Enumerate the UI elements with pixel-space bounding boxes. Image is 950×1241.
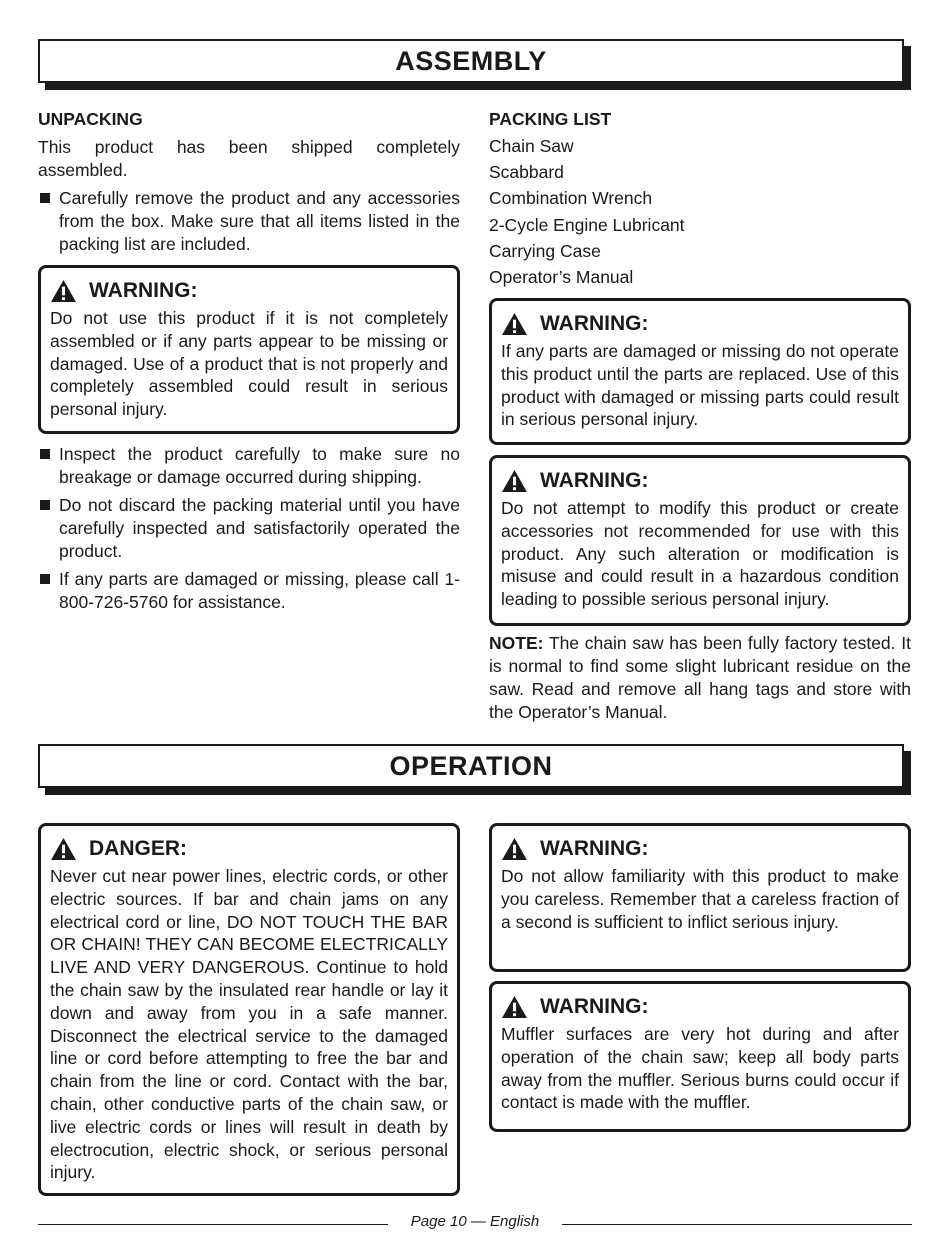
warning-box-familiarity [489, 823, 911, 972]
assembly-section-title: ASSEMBLY [38, 39, 904, 83]
warning-body: Muffler surfaces are very hot during and after operation of the chain saw; keep all body parts away from the muffler. Serious burns could occur if contact is made with the muffler. [501, 1024, 899, 1113]
warning-title-text: WARNING: [89, 278, 198, 302]
warning-title-text: WARNING: [540, 994, 649, 1018]
warning-body: Do not attempt to modify this product or create accessories not recommended for use with this product. Any such alteration or modification is misuse and could result in a hazardous condition leading to possible serious personal injury. [501, 498, 899, 610]
warning-title-text: WARNING: [540, 836, 649, 860]
list-item: Operator’s Manual [489, 267, 634, 288]
warning-body: Do not allow familiarity with this product to make you careless. Remember that a careless fraction of a second is sufficient to inflict serious injury. [501, 866, 899, 932]
bullet-square-icon [40, 193, 50, 203]
note-text [489, 632, 911, 724]
list-item: Chain Saw [489, 136, 574, 156]
warning-title [501, 992, 899, 1022]
warning-triangle-icon [50, 837, 77, 861]
note-block [489, 632, 911, 724]
unpacking-bullets-1 [38, 187, 460, 256]
danger-body: Never cut near power lines, electric cords, or other electric sources. If bar and chain jams on any electrical cord or line, DO NOT TOUCH THE BAR OR CHAIN! THEY CAN BECOME ELECTRICALLY LIVE AND VERY DANGEROUS. Continue to hold the chain saw by the insulated rear handle or lay it down and away from you in a safe manner. Disconnect the electrical service to the damaged line or cord before attempting to free the bar and chain from the line or cord. Contact with the bar, chain, other conductive parts of the chain saw, or live electric cords or lines will result in death by electrocution, electric shock, or serious personal injury. [50, 866, 448, 1183]
bullet-text: If any parts are damaged or missing, please call 1-800-726-5760 for assistance. [59, 569, 460, 612]
bullet-text: Inspect the product carefully to make sure no breakage or damage occurred during shipping. [59, 444, 460, 487]
unpacking-bullets-2 [38, 443, 460, 614]
note-body: The chain saw has been fully factory tested. It is normal to find some slight lubricant residue on the saw. Read and remove all hang tags and store with the Operator’s Manual. [489, 633, 911, 722]
warning-triangle-icon [501, 995, 528, 1019]
bullet-square-icon [40, 449, 50, 459]
warning-triangle-icon [501, 312, 528, 336]
unpacking-heading: UNPACKING [38, 109, 143, 129]
operation-section-title: OPERATION [38, 744, 904, 788]
list-item [38, 494, 460, 563]
warning-title [50, 276, 448, 306]
warning-box-damaged-parts [489, 298, 911, 445]
warning-box-incomplete-assembly [38, 265, 460, 434]
warning-box-muffler [489, 981, 911, 1132]
danger-title-text: DANGER: [89, 836, 187, 860]
list-item [38, 443, 460, 489]
unpacking-intro: This product has been shipped completely assembled. [38, 137, 460, 180]
warning-title [501, 466, 899, 496]
warning-body: If any parts are damaged or missing do not operate this product until the parts are replaced. Use of this product with damaged or missing parts could result in serious personal injury. [501, 341, 899, 430]
danger-box-power-lines [38, 823, 460, 1196]
bullet-text: Carefully remove the product and any accessories from the box. Make sure that all items listed in the packing list are included. [59, 188, 460, 254]
warning-body: Do not use this product if it is not completely assembled or if any parts appear to be missing or damaged. Use of a product that is not properly and completely assembled could result in serious personal injury. [50, 308, 448, 420]
list-item: Combination Wrench [489, 188, 653, 209]
list-item [38, 568, 460, 614]
list-item: Scabbard [489, 162, 564, 183]
unpacking-bullets-2-column [38, 443, 460, 619]
warning-triangle-icon [50, 279, 77, 303]
bullet-text: Do not discard the packing material until you have carefully inspected and satisfactorily operated the product. [59, 495, 460, 561]
page-number-label: Page 10 — English [401, 1213, 549, 1230]
warning-title-text: WARNING: [540, 468, 649, 492]
packing-list [489, 133, 911, 290]
danger-title [50, 834, 448, 864]
warning-title [501, 309, 899, 339]
list-item: 2-Cycle Engine Lubricant [489, 214, 685, 235]
warning-title [501, 834, 899, 864]
list-item: Carrying Case [489, 240, 601, 261]
list-item [38, 187, 460, 256]
packing-list-column [489, 108, 911, 290]
bullet-square-icon [40, 574, 50, 584]
packing-list-heading: PACKING LIST [489, 109, 612, 129]
warning-triangle-icon [501, 837, 528, 861]
warning-title-text: WARNING: [540, 311, 649, 335]
bullet-square-icon [40, 500, 50, 510]
page-footer [0, 1213, 950, 1231]
warning-triangle-icon [501, 469, 528, 493]
warning-box-modification [489, 455, 911, 626]
note-label: NOTE: [489, 633, 544, 653]
unpacking-column [38, 108, 460, 261]
